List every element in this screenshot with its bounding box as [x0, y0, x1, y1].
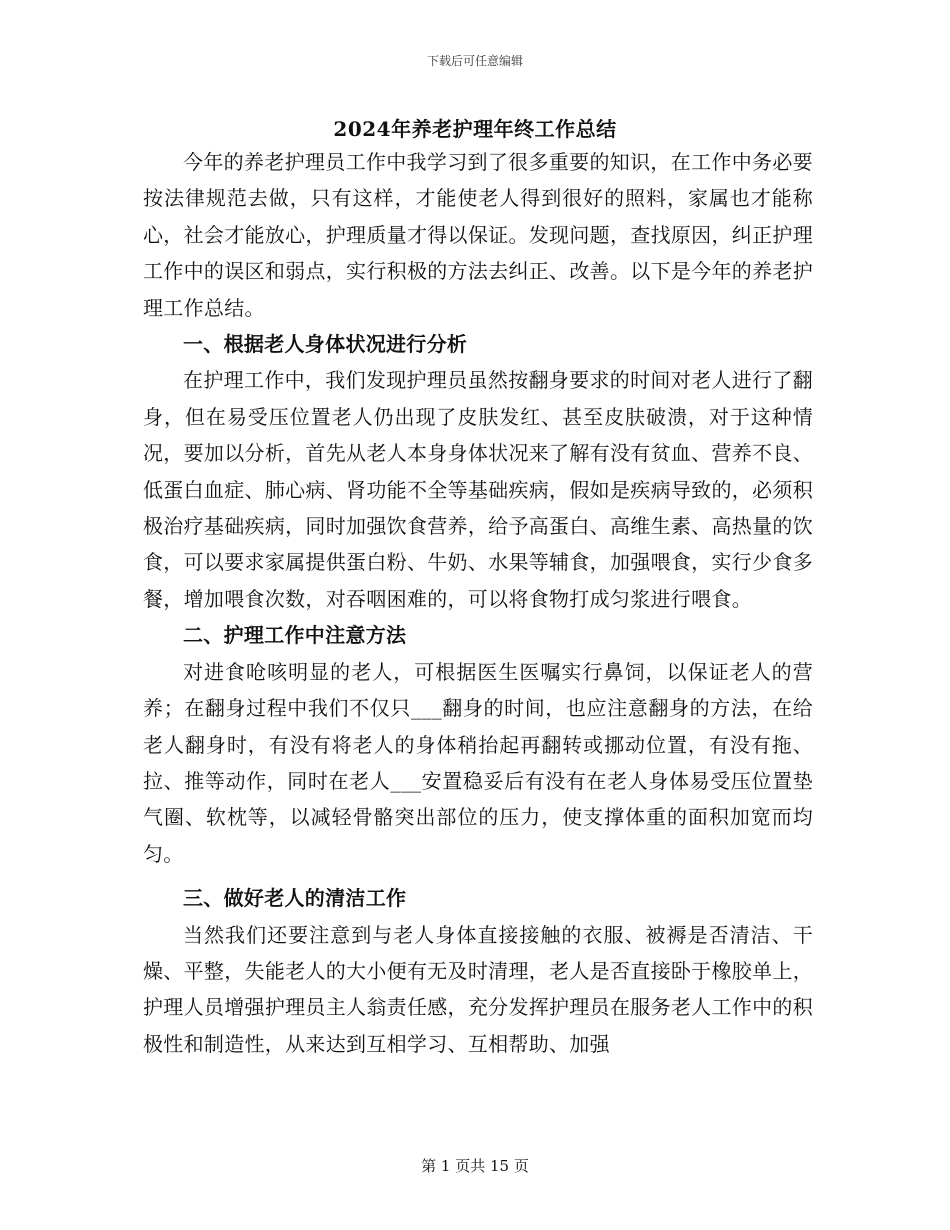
document-title: 2024年养老护理年终工作总结 — [333, 117, 617, 141]
section-heading-1: 一、根据老人身体状况进行分析 — [183, 332, 468, 357]
header-note: 下载后可任意编辑 — [426, 54, 523, 68]
page-number-footer: 第 1 页共 15 页 — [421, 1157, 529, 1175]
section-heading-2: 二、护理工作中注意方法 — [183, 623, 407, 648]
section-body-3: 当然我们还要注意到与老人身体直接接触的衣服、被褥是否清洁、干燥、平整，失能老人的大小便有无及时清理，老人是否直接卧于橡胶单上，护理人员增强护理员主人翁责任感，充分发挥护理员在服务老人工作中的积极性和制造性，从来达到互相学习、互相帮助、加强 — [143, 922, 813, 1056]
section-body-2: 对进食呛咳明显的老人，可根据医生医嘱实行鼻饲，以保证老人的营养；在翻身过程中我们不仅只___翻身的时间，也应注意翻身的方法，在给老人翻身时，有没有将老人的身体稍抬起再翻转或挪动位置，有没有拖、拉、推等动作，同时在老人___安置稳妥后有没有在老人身体易受压位置垫气圈、软枕等，以减轻骨骼突出部位的压力，使支撑体重的面积加宽而均匀。 — [143, 659, 813, 866]
intro-paragraph: 今年的养老护理员工作中我学习到了很多重要的知识，在工作中务必要按法律规范去做，只有这样，才能使老人得到很好的照料，家属也才能称心，社会才能放心，护理质量才得以保证。发现问题，查找原因，纠正护理工作中的误区和弱点，实行积极的方法去纠正、改善。以下是今年的养老护理工作总结。 — [143, 150, 813, 320]
section-body-1: 在护理工作中，我们发现护理员虽然按翻身要求的时间对老人进行了翻身，但在易受压位置老人仍出现了皮肤发红、甚至皮肤破溃，对于这种情况，要加以分析，首先从老人本身身体状况来了解有没有贫血、营养不良、低蛋白血症、肺心病、肾功能不全等基础疾病，假如是疾病导致的，必须积极治疗基础疾病，同时加强饮食营养，给予高蛋白、高维生素、高热量的饮食，可以要求家属提供蛋白粉、牛奶、水果等辅食，加强喂食，实行少食多餐，增加喂食次数，对吞咽困难的，可以将食物打成匀浆进行喂食。 — [143, 368, 813, 611]
section-heading-3: 三、做好老人的清洁工作 — [183, 886, 407, 911]
document-body — [143, 144, 813, 1062]
